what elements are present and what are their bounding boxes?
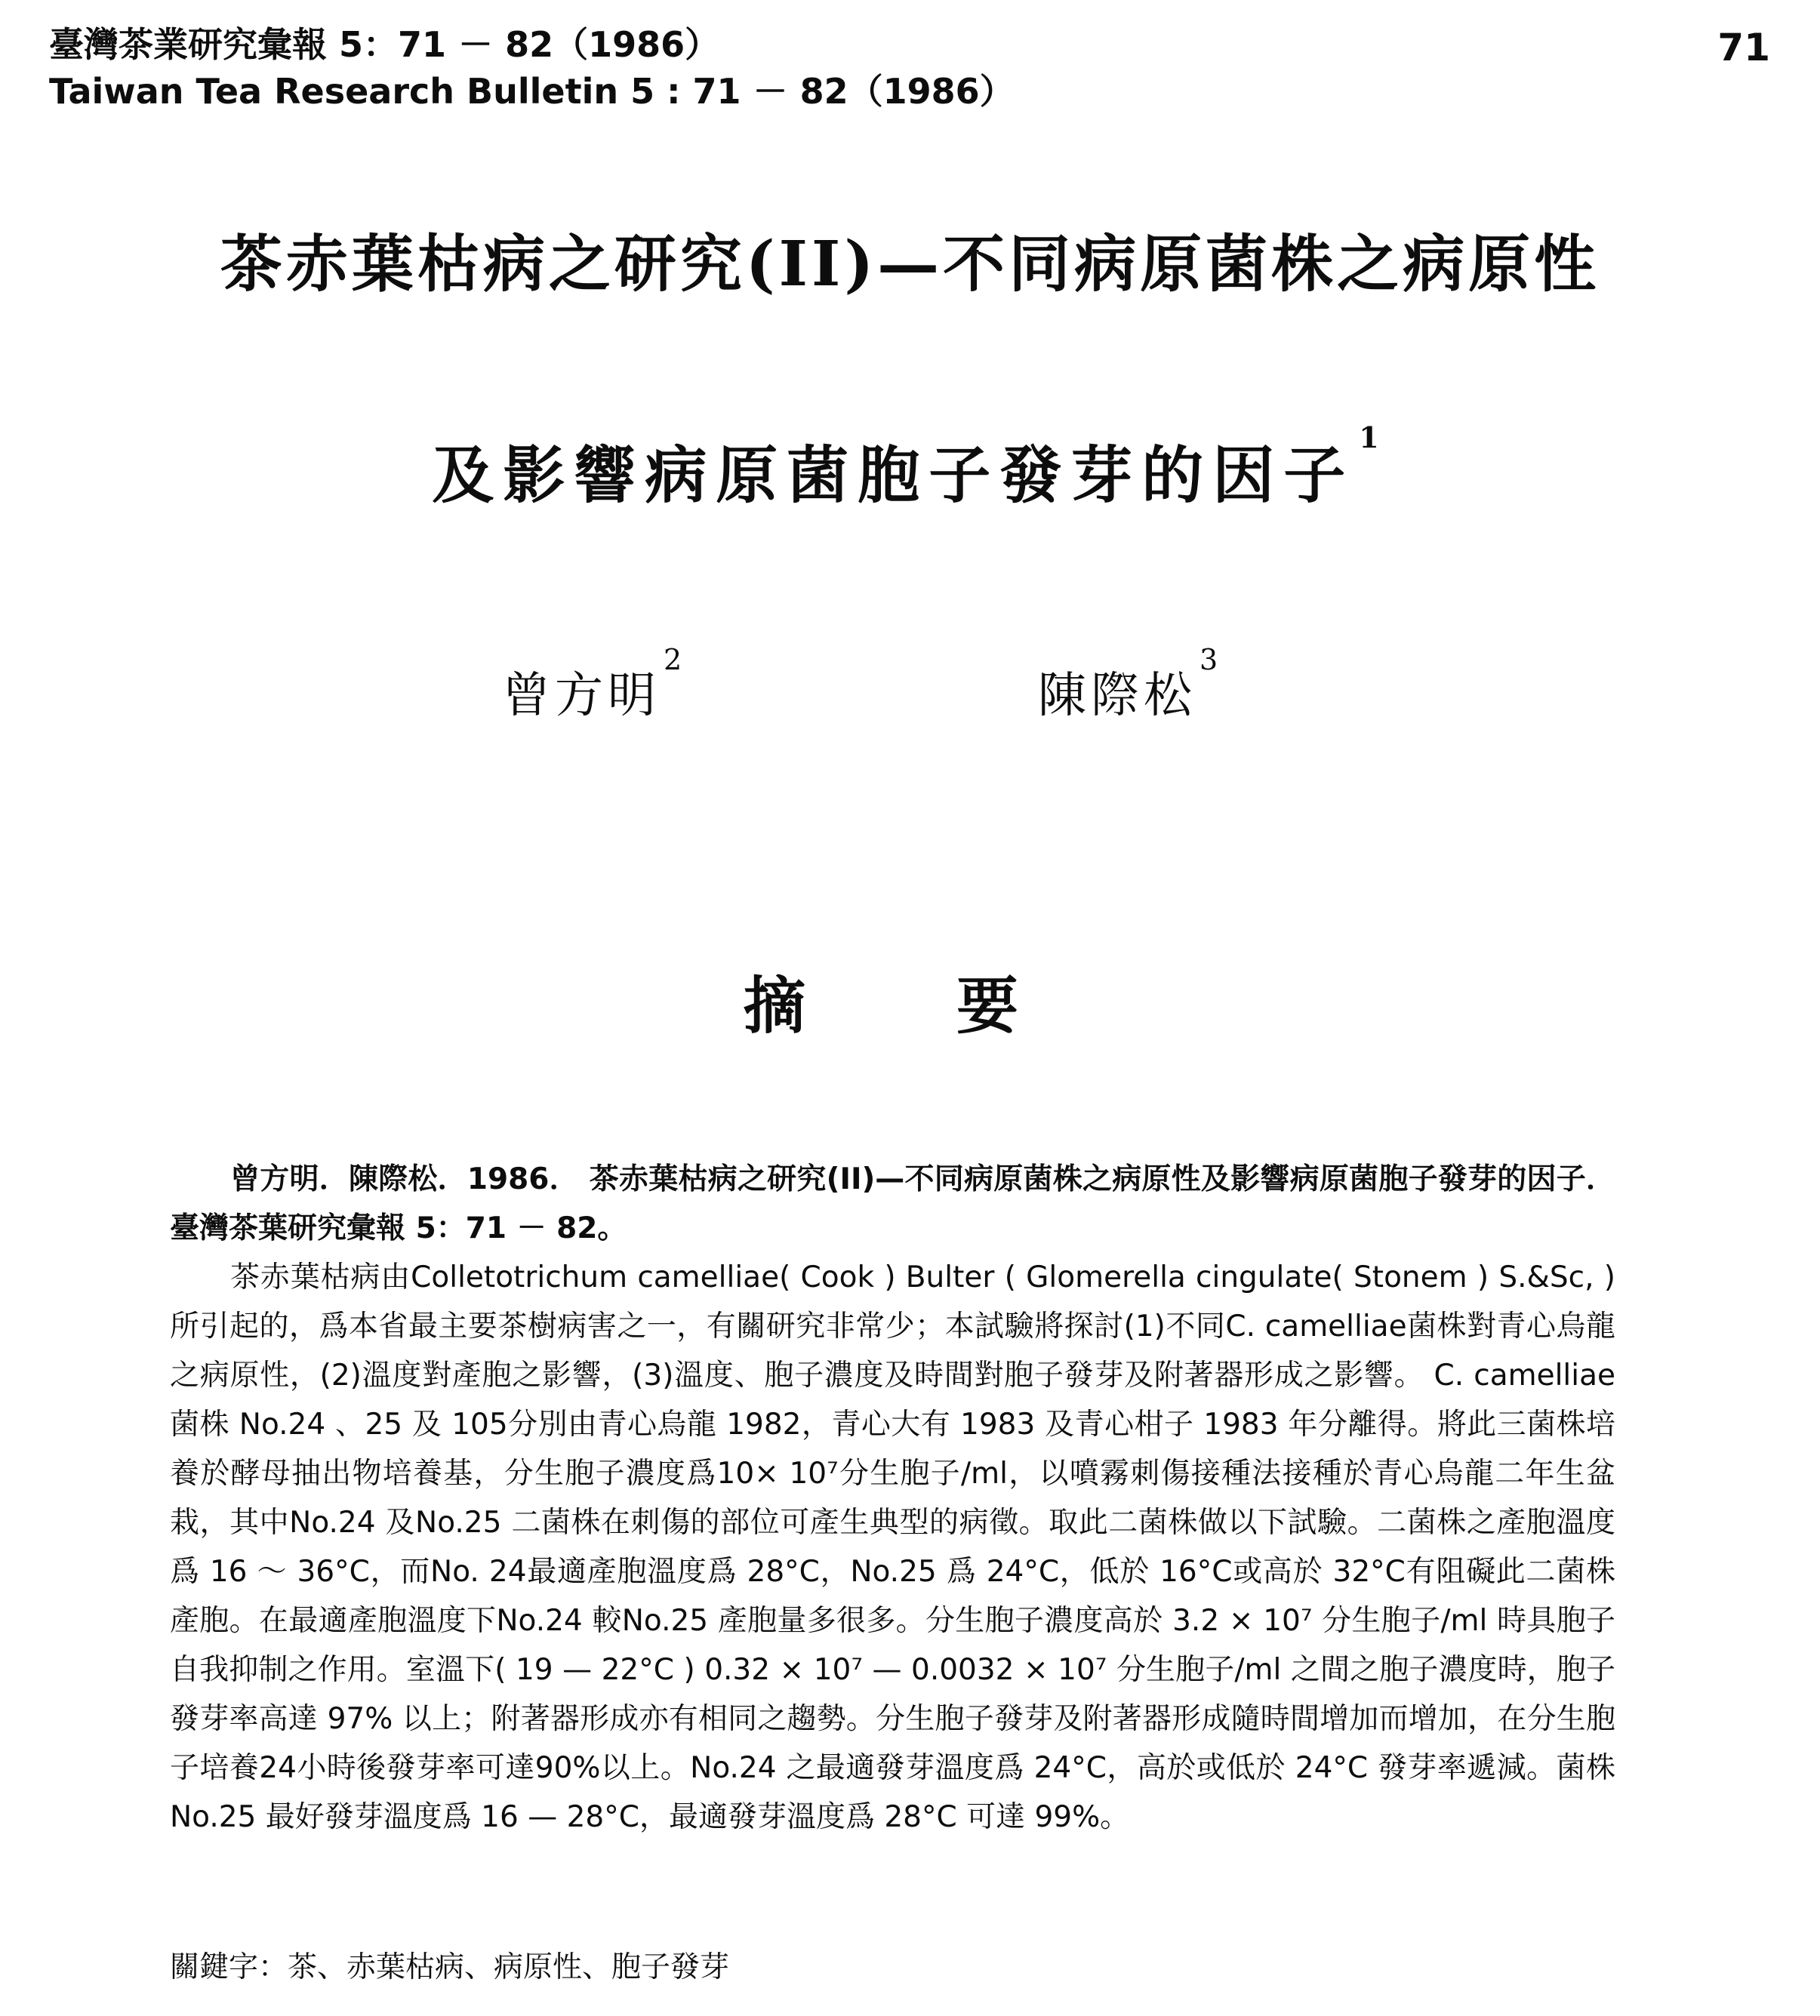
page-number: 71 bbox=[1717, 26, 1770, 69]
author-1-name: 曾方明 bbox=[502, 668, 661, 724]
author-2-name: 陳際松 bbox=[1038, 668, 1196, 724]
author-1 bbox=[502, 643, 687, 726]
running-header bbox=[49, 21, 1770, 115]
abstract-citation: 曾方明．陳際松．1986． 茶赤葉枯病之研究(II)—不同病原菌株之病原性及影響病原菌胞子發芽的因子．臺灣茶葉研究彙報 5：71 － 82。 bbox=[170, 1162, 1615, 1245]
author-2-mark: 3 bbox=[1199, 643, 1223, 676]
abstract-body: 茶赤葉枯病由Colletotrichum camelliae( Cook ) Bulter ( Glomerella cingulate( Stonem ) S.&Sc, )所引起的，爲本省最主要茶樹病害之一，有關研究非常少；本試驗將探討(1)不同C. camelliae菌株對青心烏龍之病原性，(2)溫度對產胞之影響，(3)溫度、胞子濃度及時間對胞子發芽及附著器形成之影響。 C. camelliae 菌株 No.24 、25 及 105分別由青心烏龍 1982，青心大有 1983 及青心柑子 1983 年分離得。將此三菌株培養於酵母抽出物培養基，分生胞子濃度爲10× 10⁷分生胞子/ml，以噴霧刺傷接種法接種於青心烏龍二年生盆栽，其中No.24 及No.25 二菌株在刺傷的部位可產生典型的病徵。取此二菌株做以下試驗。二菌株之產胞溫度爲 16 ～ 36°C，而No. 24最適產胞溫度爲 28°C，No.25 爲 24°C，低於 16°C或高於 32°C有阻礙此二菌株產胞。在最適產胞溫度下No.24 較No.25 產胞量多很多。分生胞子濃度高於 3.2 × 10⁷ 分生胞子/ml 時具胞子自我抑制之作用。室溫下( 19 — 22°C ) 0.32 × 10⁷ — 0.0032 × 10⁷ 分生胞子/ml 之間之胞子濃度時，胞子發芽率高達 97% 以上；附著器形成亦有相同之趨勢。分生胞子發芽及附著器形成隨時間增加而增加，在分生胞子培養24小時後發芽率可達90%以上。No.24 之最適發芽溫度爲 24°C，高於或低於 24°C 發芽率遞減。菌株No.25 最好發芽溫度爲 16 — 28°C，最適發芽溫度爲 28°C 可達 99%。 bbox=[170, 1260, 1615, 1834]
paper-title-line-2-text: 及影響病原菌胞子發芽的因子 bbox=[432, 439, 1355, 512]
paper-title-line-1: 茶赤葉枯病之研究(II)—不同病原菌株之病原性 bbox=[220, 228, 1600, 300]
title-footnote-mark: 1 bbox=[1359, 420, 1388, 454]
abstract-heading-char-1: 摘 bbox=[744, 971, 806, 1042]
abstract bbox=[170, 1155, 1615, 1842]
author-1-mark: 2 bbox=[664, 643, 687, 676]
abstract-heading bbox=[744, 957, 1169, 1045]
journal-citation-en: Taiwan Tea Research Bulletin 5 : 71 － 82（1986） bbox=[49, 71, 1015, 112]
keywords: 關鍵字：茶、赤葉枯病、病原性、胞子發芽 bbox=[170, 1950, 730, 1984]
abstract-heading-char-2: 要 bbox=[956, 971, 1019, 1042]
journal-citation-zh: 臺灣茶業研究彙報 5：71 － 82（1986） bbox=[49, 24, 720, 65]
author-2 bbox=[1038, 643, 1223, 726]
paper-title-line-2 bbox=[0, 420, 1820, 515]
